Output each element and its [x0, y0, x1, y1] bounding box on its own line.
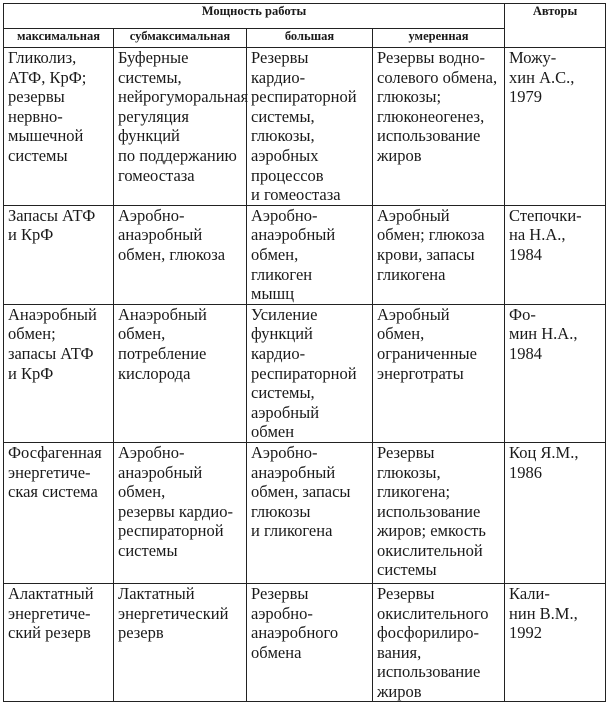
cell-maximal: Запасы АТФ и КрФ — [4, 205, 114, 304]
cell-submaximal: Аэробно- анаэробный обмен, резервы кардио- респираторной системы — [114, 442, 247, 583]
column-header-large: большая — [247, 29, 373, 48]
work-power-table — [3, 3, 606, 702]
cell-maximal: Гликолиз, АТФ, КрФ; резервы нервно- мышечной системы — [4, 48, 114, 206]
cell-author: Можу- хин А.С., 1979 — [505, 48, 606, 206]
column-header-moderate: умеренная — [373, 29, 505, 48]
cell-large: Аэробно- анаэробный обмен, запасы глюкозы и гликогена — [247, 442, 373, 583]
table-row — [4, 48, 606, 206]
cell-moderate: Резервы окислительного фосфорилиро- вания, использование жиров — [373, 583, 505, 702]
cell-author: Кали- нин В.М., 1992 — [505, 583, 606, 702]
column-header-submaximal: субмаксимальная — [114, 29, 247, 48]
cell-large: Аэробно- анаэробный обмен, гликоген мышц — [247, 205, 373, 304]
cell-large: Усиление функций кардио- респираторной системы, аэробный обмен — [247, 304, 373, 442]
cell-author: Фо- мин Н.А., 1984 — [505, 304, 606, 442]
cell-moderate: Аэробный обмен; глюкоза крови, запасы гликогена — [373, 205, 505, 304]
cell-submaximal: Буферные системы, нейрогуморальная регуляция функций по поддержанию гомеостаза — [114, 48, 247, 206]
cell-submaximal: Аэробно- анаэробный обмен, глюкоза — [114, 205, 247, 304]
table-row — [4, 304, 606, 442]
cell-author: Степочки- на Н.А., 1984 — [505, 205, 606, 304]
cell-maximal: Алактатный энергетиче- ский резерв — [4, 583, 114, 702]
table-row — [4, 583, 606, 702]
cell-maximal: Анаэробный обмен; запасы АТФ и КрФ — [4, 304, 114, 442]
cell-maximal: Фосфагенная энергетиче- ская система — [4, 442, 114, 583]
cell-author: Коц Я.М., 1986 — [505, 442, 606, 583]
table-row — [4, 205, 606, 304]
cell-large: Резервы кардио- респираторной системы, глюкозы, аэробных процессов и гомеостаза — [247, 48, 373, 206]
table-row — [4, 442, 606, 583]
cell-submaximal: Анаэробный обмен, потребление кислорода — [114, 304, 247, 442]
cell-moderate: Резервы водно- солевого обмена, глюкозы; глюконеогенез, использование жиров — [373, 48, 505, 206]
work-power-header: Мощность работы — [4, 4, 505, 29]
cell-moderate: Резервы глюкозы, гликогена; использование жиров; емкость окислительной системы — [373, 442, 505, 583]
cell-submaximal: Лактатный энергетический резерв — [114, 583, 247, 702]
authors-header: Авторы — [505, 4, 606, 48]
cell-moderate: Аэробный обмен, ограниченные энерготраты — [373, 304, 505, 442]
cell-large: Резервы аэробно- анаэробного обмена — [247, 583, 373, 702]
column-header-maximal: максимальная — [4, 29, 114, 48]
